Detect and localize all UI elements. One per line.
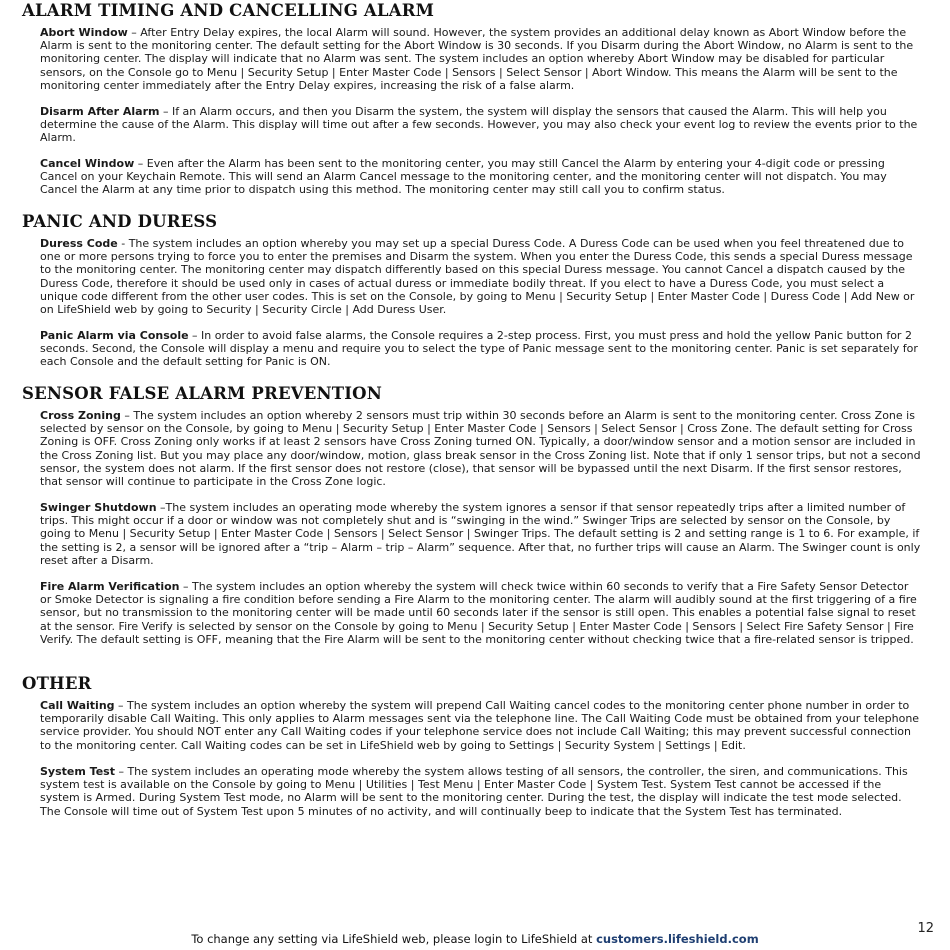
paragraph-call-waiting [40, 699, 922, 752]
text-abort-window: – After Entry Delay expires, the local Alarm will sound. However, the system provides an additional delay known as Abort Window before the Alarm is sent to the monitoring center. The default setting for the Abort Window is 30 seconds. If you Disarm during the Abort Window, no Alarm is sent to the monitoring center. The display will indicate that no Alarm was sent. The system includes an option whereby Abort Window may be disabled for particular sensors, on the Console go to Menu | Security Setup | Enter Master Code | Sensors | Select Sensor | Abort Window. This means the Alarm will be sent to the monitoring center immediately after the Entry Delay expires, increasing the risk of a false alarm. [40, 26, 914, 92]
text-disarm-after-alarm: – If an Alarm occurs, and then you Disarm the system, the system will display the sensors that caused the Alarm. This will help you determine the cause of the Alarm. This display will time out after a few seconds. However, you may also check your event log to review the events prior to the Alarm. [40, 105, 918, 145]
term-fire-alarm-verification: Fire Alarm Verification [40, 580, 180, 593]
term-cross-zoning: Cross Zoning [40, 409, 121, 422]
section-heading-other: OTHER [22, 674, 92, 693]
text-duress-code: - The system includes an option whereby you may set up a special Duress Code. A Duress Code can be used when you feel threatened due to one or more persons trying to force you to enter the premises and Disarm the system. When you enter the Duress Code, this sends a special Duress message to the monitoring center. The monitoring center may dispatch differently based on this special Duress message. You cannot Cancel a dispatch caused by the Duress Code, therefore it should be used only in cases of actual duress or immediate bodily threat. If you elect to have a Duress Code, you must select a unique code different from the other user codes. This is set on the Console, by going to Menu | Security Setup | Enter Master Code | Duress Code | Add New or on LifeShield web by going to Security | Security Circle | Add Duress User. [40, 237, 915, 317]
section-heading-alarm-timing: ALARM TIMING AND CANCELLING ALARM [22, 1, 435, 20]
term-system-test: System Test [40, 765, 115, 778]
page-number: 12 [917, 921, 934, 936]
text-fire-alarm-verification: – The system includes an option whereby the system will check twice within 60 seconds to verify that a Fire Safety Sensor Detector or Smoke Detector is signaling a fire condition before sending a Fire Alarm to the monitoring center. The alarm will audibly sound at the first triggering of a fire sensor, but no transmission to the monitoring center will be made until 60 seconds later if the sensor is still open. This enables a potential false signal to reset at the sensor. Fire Verify is selected by sensor on the Console by going to Menu | Security Setup | Enter Master Code | Sensors | Select Fire Safety Sensor | Fire Verify. The default setting is OFF, meaning that the Fire Alarm will be sent to the monitoring center without checking twice that a fire-related sensor is tripped. [40, 580, 917, 646]
paragraph-duress-code [40, 237, 922, 316]
term-cancel-window: Cancel Window [40, 157, 135, 170]
paragraph-fire-alarm-verification [40, 580, 922, 646]
paragraph-cross-zoning [40, 409, 922, 488]
paragraph-swinger-shutdown [40, 501, 922, 567]
paragraph-system-test [40, 765, 922, 818]
term-disarm-after-alarm: Disarm After Alarm [40, 105, 160, 118]
footer-text: To change any setting via LifeShield web, please login to LifeShield at [191, 932, 597, 946]
footer-link[interactable]: customers.lifeshield.com [596, 932, 759, 946]
term-duress-code: Duress Code [40, 237, 118, 250]
paragraph-disarm-after-alarm [40, 105, 922, 145]
text-system-test: – The system includes an operating mode whereby the system allows testing of all sensors, the controller, the siren, and communications. This system test is available on the Console by going to Menu | Utilities | Test Menu | Enter Master Code | System Test. System Test cannot be accessed if the system is Armed. During System Test mode, no Alarm will be sent to the monitoring center. During the test, the display will indicate the test mode selected. The Console will time out of System Test upon 5 minutes of no activity, and will continually beep to indicate that the System Test has terminated. [40, 765, 908, 818]
text-cross-zoning: – The system includes an option whereby 2 sensors must trip within 30 seconds before an Alarm is sent to the monitoring center. Cross Zone is selected by sensor on the Console, by going to Menu | Security Setup | Enter Master Code | Sensors | Select Sensor | Cross Zone. The default setting for Cross Zoning is OFF. Cross Zoning only works if at least 2 sensors have Cross Zoning turned ON. Typically, a door/window sensor and a motion sensor are included in the Cross Zoning list. But you may place any door/window, motion, glass break sensor in the Cross Zoning list. Note that if only 1 sensor trips, but not a second sensor, the system does not alarm. If the first sensor does not restore (close), that sensor will be bypassed until the next Disarm. If the first sensor restores, that sensor will continue to participate in the Cross Zone logic. [40, 409, 921, 489]
section-heading-panic-duress: PANIC AND DURESS [22, 212, 218, 231]
paragraph-abort-window [40, 26, 922, 92]
text-swinger-shutdown: –The system includes an operating mode whereby the system ignores a sensor if that sensor repeatedly trips after a limited number of trips. This might occur if a door or window was not completely shut and is “swinging in the wind.” Swinger Trips are selected by sensor on the Console, by going to Menu | Security Setup | Enter Master Code | Sensors | Select Sensor | Swinger Trips. The default setting is 2 and setting range is 1 to 6. For example, if the setting is 2, a sensor will be ignored after a “trip – Alarm – trip – Alarm” sequence. After that, no further trips will cause an Alarm. The Swinger count is only reset after a Disarm. [40, 501, 921, 567]
paragraph-cancel-window [40, 157, 922, 197]
text-panic-alarm: – In order to avoid false alarms, the Console requires a 2-step process. First, you must press and hold the yellow Panic button for 2 seconds. Second, the Console will display a menu and require you to select the type of Panic message sent to the monitoring center. Panic is set separately for each Console and the default setting for Panic is ON. [40, 329, 918, 369]
term-call-waiting: Call Waiting [40, 699, 115, 712]
term-swinger-shutdown: Swinger Shutdown [40, 501, 157, 514]
text-call-waiting: – The system includes an option whereby the system will prepend Call Waiting cancel codes to the monitoring center phone number in order to temporarily disable Call Waiting. This only applies to Alarm messages sent via the telephone line. The Call Waiting Code must be obtained from your telephone service provider. You should NOT enter any Call Waiting codes if your telephone service does not include Call Waiting; this may prevent successful connection to the monitoring center. Call Waiting codes can be set in LifeShield web by going to Settings | Security System | Settings | Edit. [40, 699, 920, 752]
section-heading-false-alarm-prevention: SENSOR FALSE ALARM PREVENTION [22, 384, 383, 403]
paragraph-panic-alarm [40, 329, 922, 369]
text-cancel-window: – Even after the Alarm has been sent to the monitoring center, you may still Cancel the Alarm by entering your 4-digit code or pressing Cancel on your Keychain Remote. This will send an Alarm Cancel message to the monitoring center, and the monitoring center will not dispatch. You may Cancel the Alarm at any time prior to dispatch using this method. The monitoring center may still call you to confirm status. [40, 157, 887, 197]
term-abort-window: Abort Window [40, 26, 128, 39]
term-panic-alarm: Panic Alarm via Console [40, 329, 189, 342]
footer [0, 932, 950, 946]
